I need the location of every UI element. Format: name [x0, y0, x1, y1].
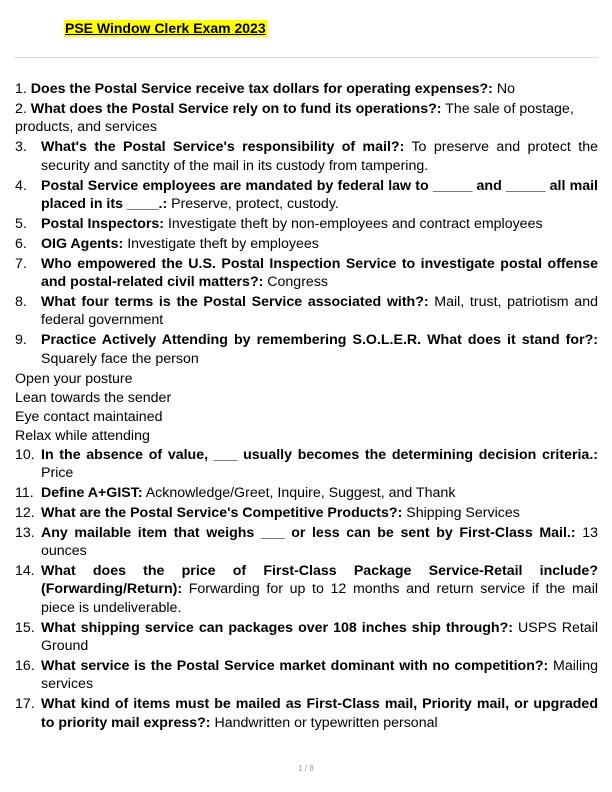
- list-item: [15, 255, 598, 292]
- question-text: What four terms is the Postal Service associated with?:: [41, 293, 429, 310]
- answer-text: Investigate theft by non-employees and contract employees: [164, 215, 543, 232]
- item-number: 14.: [15, 563, 35, 580]
- answer-text: Mail, trust, patriotism and federal government: [41, 293, 598, 329]
- question-text: What shipping service can packages over 108 inches ship through?:: [41, 619, 513, 636]
- soler-line: Eye contact maintained: [15, 408, 163, 425]
- answer-text: The sale of postage, products, and services: [15, 100, 574, 136]
- item-number: 10.: [15, 446, 35, 463]
- item-number: 16.: [15, 658, 35, 675]
- answer-text: Squarely face the person: [41, 350, 199, 367]
- answer-text: Preserve, protect, custody.: [167, 195, 339, 212]
- item-number: 5.: [15, 215, 27, 232]
- answer-text: Investigate theft by employees: [123, 235, 319, 252]
- question-text: What does the Postal Service rely on to fund its operations?:: [30, 100, 442, 117]
- question-text: Postal Service employees are mandated by federal law to _____ and _____ all mail placed in its ____.:: [41, 177, 598, 212]
- list-item: [15, 504, 598, 522]
- list-item: [15, 484, 598, 502]
- item-number: 9.: [15, 332, 27, 349]
- question-text: What kind of items must be mailed as First-Class mail, Priority mail, or upgraded to priority mail express?:: [41, 696, 598, 731]
- list-item: [15, 177, 598, 214]
- answer-text: Shipping Services: [402, 504, 520, 521]
- item-number: 15.: [15, 619, 35, 636]
- item-number: 8.: [15, 293, 27, 310]
- question-text: What are the Postal Service's Competitive Products?:: [41, 504, 403, 521]
- soler-line: Lean towards the sender: [15, 389, 172, 406]
- list-item: [15, 331, 598, 368]
- question-text: Any mailable item that weighs ___ or less can be sent by First-Class Mail.:: [41, 524, 576, 541]
- item-number: 4.: [15, 177, 27, 194]
- question-text: Define A+GIST:: [41, 484, 143, 501]
- question-text: Who empowered the U.S. Postal Inspection Service to investigate postal offense and postal-related civil matters?:: [41, 255, 598, 291]
- item-number: 6.: [15, 235, 27, 252]
- document-title: PSE Window Clerk Exam 2023: [65, 20, 266, 36]
- question-text: Does the Postal Service receive tax dollars for operating expenses?:: [30, 81, 493, 97]
- answer-text: Handwritten or typewritten personal: [210, 714, 438, 731]
- list-item: [15, 524, 598, 561]
- list-item: [15, 695, 598, 732]
- answer-text: Acknowledge/Greet, Inquire, Suggest, and Thank: [142, 484, 456, 501]
- list-item: [15, 446, 598, 483]
- answer-text: To preserve and protect the security and sanctity of the mail in its custody from tampering.: [41, 139, 598, 174]
- item-number: 7.: [15, 255, 27, 272]
- question-text: In the absence of value, ___ usually becomes the determining decision criteria.:: [41, 446, 598, 463]
- item-number: 3.: [15, 139, 27, 156]
- list-item: [15, 138, 598, 175]
- item-number: 13.: [15, 524, 35, 541]
- page-indicator: 1 / 8: [298, 764, 314, 773]
- answer-text: No: [492, 81, 515, 97]
- list-item: [15, 293, 598, 330]
- question-text: Postal Inspectors:: [41, 215, 164, 232]
- soler-line: Open your posture: [15, 370, 133, 387]
- question-text: OIG Agents:: [41, 235, 124, 252]
- answer-text: Price: [41, 465, 74, 481]
- list-item: [15, 562, 598, 617]
- list-item: [15, 100, 598, 137]
- list-item: [15, 235, 598, 253]
- question-text: What service is the Postal Service market dominant with no competition?:: [41, 658, 549, 675]
- soler-line: Relax while attending: [15, 427, 150, 444]
- item-number: 11.: [15, 484, 34, 501]
- header-divider: [14, 57, 598, 58]
- item-number: 12.: [15, 504, 35, 521]
- question-text: What's the Postal Service's responsibility of mail?:: [41, 139, 405, 156]
- answer-text: Forwarding for up to 12 months and return service if the mail piece is undeliverable.: [41, 581, 598, 616]
- question-list: [15, 80, 598, 734]
- list-item: [15, 619, 598, 656]
- question-text: What does the price of First-Class Package Service-Retail include? (Forwarding/Return):: [41, 563, 598, 598]
- item-number: 2.: [15, 100, 27, 117]
- answer-text: 13 ounces: [41, 524, 598, 560]
- list-item: [15, 215, 598, 233]
- answer-text: Mailing services: [41, 658, 598, 693]
- list-item: [15, 80, 598, 98]
- question-text: Practice Actively Attending by remembering S.O.L.E.R. What does it stand for?:: [41, 332, 598, 349]
- item-number: 17.: [15, 696, 35, 713]
- list-item: [15, 657, 598, 694]
- item-number: 1.: [15, 81, 27, 97]
- answer-text: Congress: [263, 274, 329, 291]
- answer-text: USPS Retail Ground: [41, 619, 598, 655]
